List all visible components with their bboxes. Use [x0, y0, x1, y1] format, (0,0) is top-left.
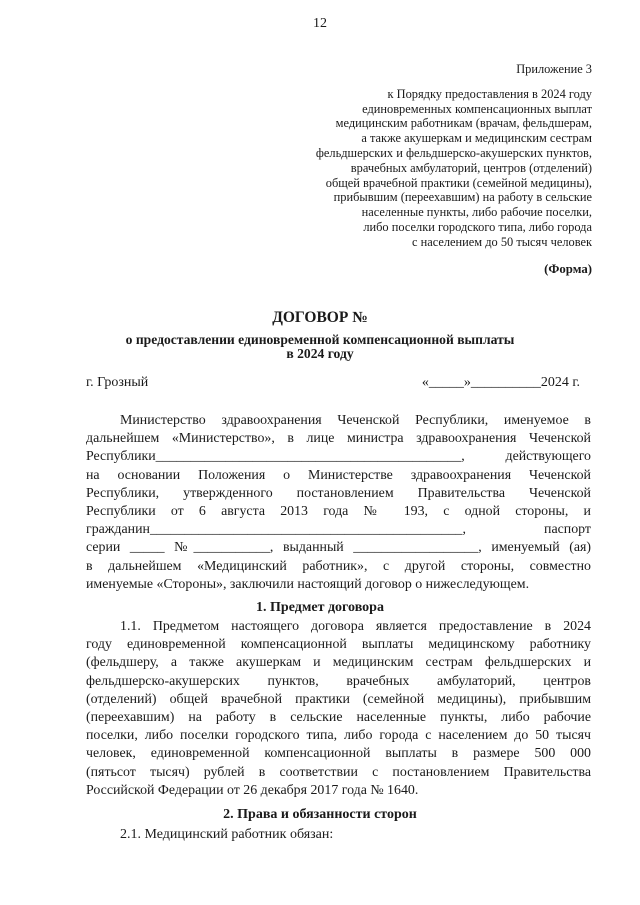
intro-paragraph: [86, 412, 591, 594]
body-line: фельдшерско-акушерских пунктов, врачебных амбулаторий, центров: [86, 673, 591, 689]
contract-date: «_____»__________2024 г.: [421, 375, 580, 390]
body-line: Российской Федерации от 26 декабря 2017 года № 1640.: [86, 782, 419, 798]
body-line: (переехавшим) на работу в сельские населенные пункты, либо рабочие: [86, 710, 591, 726]
section-2-title: 2. Права и обязанности сторон: [223, 807, 417, 822]
appendix-line: населенные пункты, либо рабочие поселки,: [361, 205, 592, 220]
body-line: в дальнейшем «Медицинский работник», с другой стороны, совместно: [86, 558, 591, 574]
section-1-title: 1. Предмет договора: [256, 600, 384, 615]
appendix-line: а также акушеркам и медицинским сестрам: [361, 131, 592, 146]
appendix-line: врачебных амбулаторий, центров (отделений): [350, 160, 592, 175]
appendix-line: к Порядку предоставления в 2024 году: [387, 86, 592, 101]
appendix-block: [272, 62, 592, 250]
document-title: ДОГОВОР №: [272, 309, 368, 326]
body-line: году единовременной компенсационной выплаты медицинскому работнику: [86, 637, 591, 653]
page-number: 12: [313, 16, 327, 31]
body-line: (отделений) общей врачебной практики (семейной медицины), прибывшим: [86, 691, 591, 707]
body-line: на основании Положения о Министерстве здравоохранения Чеченской: [86, 467, 591, 483]
body-line: 1.1. Предметом настоящего договора является предоставление в 2024: [120, 619, 591, 634]
body-line: именуемые «Стороны», заключили настоящий договор о нижеследующем.: [86, 576, 530, 592]
body-line: Республики, утвержденного постановлением Правительства Чеченской: [86, 485, 591, 501]
body-line: Министерство здравоохранения Чеченской Республики, именуемое в: [120, 413, 591, 428]
section-2-first-line: 2.1. Медицинский работник обязан:: [120, 827, 334, 842]
appendix-line: единовременных компенсационных выплат: [362, 101, 592, 116]
body-line: Республики____________________________________________, действующего: [86, 449, 591, 465]
appendix-line: общей врачебной практики (семейной медицины),: [325, 175, 592, 190]
section-1-paragraph: [86, 618, 591, 800]
subtitle-line: в 2024 году: [286, 346, 354, 361]
body-line: (фельдшеру, а также акушеркам и медицинским сестрам фельдшерских и: [86, 655, 591, 671]
appendix-line: либо поселки городского типа, либо города: [363, 219, 592, 234]
body-line: поселки, либо поселки городского типа, либо города с населением до 50 тысяч: [86, 728, 591, 744]
city: г. Грозный: [86, 375, 149, 390]
subtitle-line: о предоставлении единовременной компенсационной выплаты: [125, 332, 515, 347]
body-line: гражданин_____________________________________________, паспорт: [86, 522, 591, 538]
appendix-line: медицинским работникам (врачам, фельдшерам,: [335, 116, 592, 131]
appendix-line: прибывшим (переехавшим) на работу в сельские: [333, 190, 592, 205]
body-line: Республики от 6 августа 2013 года № 193, с одной стороны, и: [86, 504, 591, 520]
body-line: дальнейшем «Министерство», в лице министра здравоохранения Чеченской: [86, 431, 591, 447]
document-subtitle: [0, 333, 640, 361]
appendix-title: Приложение 3: [516, 62, 592, 76]
appendix-line: фельдшерских и фельдшерско-акушерских пунктов,: [315, 145, 592, 160]
body-line: человек, единовременной компенсационной выплаты в размере 500 000: [86, 746, 591, 762]
appendix-line: с населением до 50 тысяч человек: [411, 234, 592, 249]
form-label: (Форма): [544, 262, 592, 276]
body-line: (пятьсот тысяч) рублей в соответствии с постановлением Правительства: [86, 764, 591, 780]
body-line: серии _____ №___________, выданный __________________, именуемый (ая): [86, 540, 591, 556]
